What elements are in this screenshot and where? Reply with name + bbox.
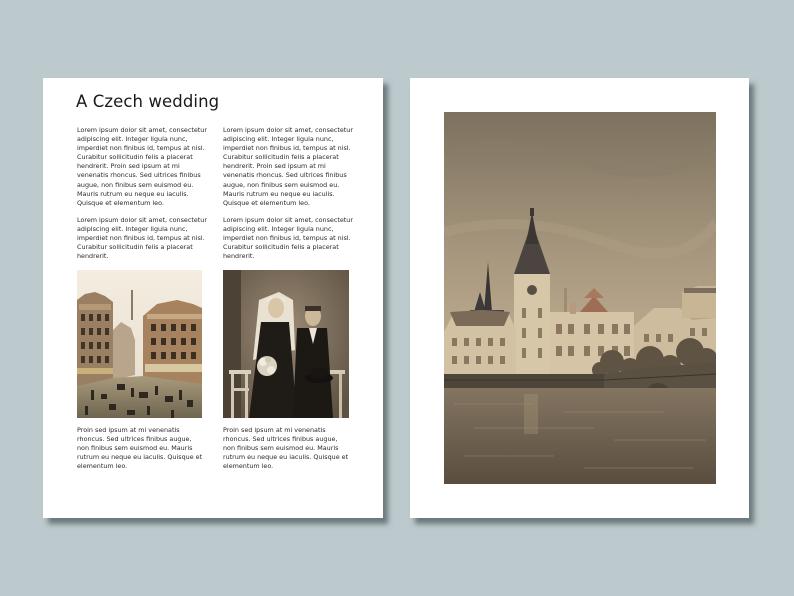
column-2-paragraph-1: Lorem ipsum dolor sit amet, consectetur adipiscing elit. Integer ligula nunc, imperdiet non finibus id, tempus at nisl. Curabitur sollicitudin felis a placerat hendrerit. Proin sed ipsum at mi venenatis rhoncus. Sed ultrices finibus augue, non finibus sem euismod eu. Mauris rutrum eu neque eu iaculis. Quisque et elementum leo. xyxy=(223,126,353,207)
right-page xyxy=(410,78,749,518)
column-1-paragraph-2: Lorem ipsum dolor sit amet, consectetur adipiscing elit. Integer ligula nunc, imperdiet non finibus id, tempus at nisl. Curabitur sollicitudin felis a placerat hendrerit. xyxy=(77,216,207,261)
column-1-paragraph-1: Lorem ipsum dolor sit amet, consectetur adipiscing elit. Integer ligula nunc, imperdiet non finibus id, tempus at nisl. Curabitur sollicitudin felis a placerat hendrerit. Proin sed ipsum at mi venenatis rhoncus. Sed ultrices finibus augue, non finibus sem euismod eu. Mauris rutrum eu neque eu iaculis. Quisque et elementum leo. xyxy=(77,126,207,207)
prague-riverside-photo xyxy=(444,112,716,484)
column-1-caption: Proin sed ipsum at mi venenatis rhoncus. Sed ultrices finibus augue, non finibus sem euismod eu. Mauris rutrum eu neque eu iaculis. Quisque et elementum leo. xyxy=(77,426,203,471)
wedding-couple-photo xyxy=(223,270,349,418)
vintage-street-photo xyxy=(77,270,202,418)
column-2-paragraph-2: Lorem ipsum dolor sit amet, consectetur adipiscing elit. Integer ligula nunc, imperdiet non finibus id, tempus at nisl. Curabitur sollicitudin felis a placerat hendrerit. xyxy=(223,216,353,261)
left-page xyxy=(43,78,383,518)
column-2-caption: Proin sed ipsum at mi venenatis rhoncus. Sed ultrices finibus augue, non finibus sem euismod eu. Mauris rutrum eu neque eu iaculis. Quisque et elementum leo. xyxy=(223,426,349,471)
page-title: A Czech wedding xyxy=(76,92,220,111)
